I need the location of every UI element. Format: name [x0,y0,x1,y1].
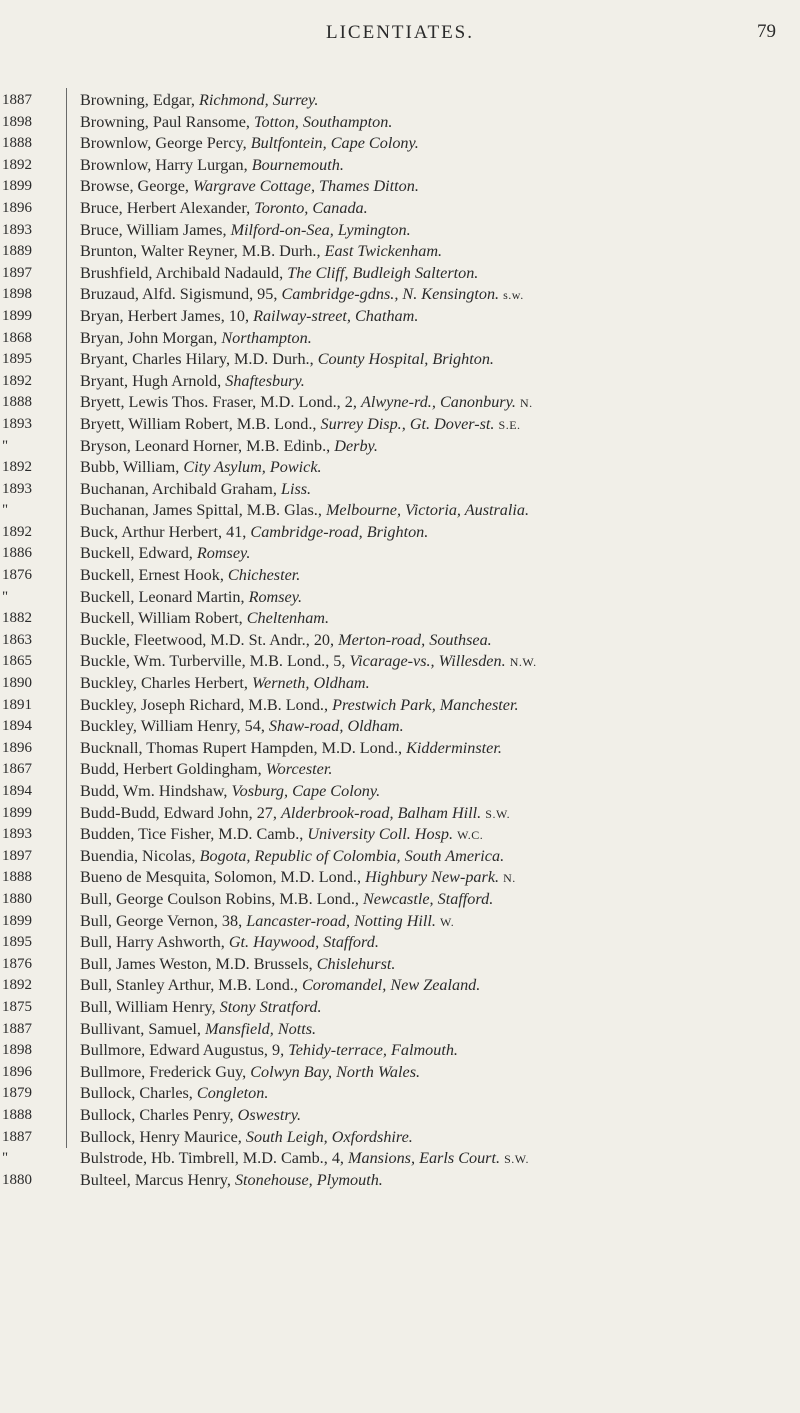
entry-year: 1897 [2,264,32,281]
entry-address: South Leigh, Oxfordshire. [245,1127,413,1146]
entry-row [80,651,792,673]
entry-list [80,90,792,1191]
entry-name: Buckell, Edward, [80,544,193,563]
entry-name: Bull, Stanley Arthur, M.B. Lond., [80,976,298,995]
entry-year: 1895 [2,351,32,368]
year-column [0,90,60,1191]
entry-name: Buck, Arthur Herbert, 41, [80,522,247,541]
entry-year: 1893 [2,415,32,432]
entry-year: " [2,588,9,605]
entry-row [80,241,792,263]
entry-row [80,587,792,609]
entry-row [80,414,792,436]
entry-address: Shaw-road, Oldham. [268,717,404,736]
entry-name: Bull, George Vernon, 38, [80,911,243,930]
entry-address: Chichester. [227,566,301,585]
entry-address: Prestwich Park, Manchester. [332,695,519,714]
entry-row [80,759,792,781]
entry-address: Romsey. [248,587,303,606]
page-number: 79 [757,21,776,42]
entry-year: 1880 [2,890,32,907]
entry-year: 1898 [2,286,32,303]
entry-row [80,824,792,846]
entry-year: " [2,1150,9,1167]
entry-address: Stonehouse, Plymouth. [234,1170,383,1189]
entry-year: 1887 [2,92,32,108]
entry-name: Browning, Edgar, [80,91,195,109]
entry-address: University Coll. Hosp. [307,825,454,844]
entry-district: S.E. [498,417,521,432]
entry-year: 1889 [2,243,32,260]
entry-address: Alwyne-rd., Canonbury. [360,393,516,412]
entry-name: Buckle, Wm. Turberville, M.B. Lond., 5, [80,652,346,671]
entry-year: 1893 [2,480,32,497]
entry-year: 1896 [2,199,32,216]
entry-year: " [2,502,9,519]
entry-address: Coromandel, New Zealand. [301,976,481,995]
entry-address: Cheltenham. [246,609,330,628]
entry-name: Bullock, Henry Maurice, [80,1127,242,1146]
entry-address: Melbourne, Victoria, Australia. [325,501,530,520]
entry-name: Bryson, Leonard Horner, M.B. Edinb., [80,436,331,455]
entry-row [80,284,792,306]
entry-name: Bullmore, Frederick Guy, [80,1062,247,1081]
entry-year: 1892 [2,372,32,389]
entry-address: Railway-street, Chatham. [253,306,419,325]
entry-row [80,889,792,911]
entry-year: 1888 [2,394,32,411]
column-rule [66,88,67,1148]
entry-year: 1865 [2,653,32,670]
entry-year: 1868 [2,329,32,346]
entry-name: Bulteel, Marcus Henry, [80,1170,231,1189]
entry-address: City Asylum, Powick. [183,458,322,477]
entry-year: 1892 [2,156,32,173]
page-title: LICENTIATES. [325,22,474,43]
entry-year: 1898 [2,1042,32,1059]
entry-name: Bucknall, Thomas Rupert Hampden, M.D. Lond., [80,738,403,757]
entry-name: Brunton, Walter Reyner, M.B. Durh., [80,242,321,261]
entry-row [80,565,792,587]
entry-address: Oswestry. [237,1105,302,1124]
entry-year: 1888 [2,1106,32,1123]
entry-district: S.W. [504,1152,529,1167]
entry-year: 1896 [2,1063,32,1080]
entry-name: Budd-Budd, Edward John, 27, [80,803,277,822]
entry-row [80,1019,792,1041]
entry-name: Buchanan, James Spittal, M.B. Glas., [80,501,322,520]
entry-name: Browse, George, [80,177,189,196]
entry-name: Buckell, William Robert, [80,609,243,628]
entry-row [80,695,792,717]
entry-address: Milford-on-Sea, Lymington. [230,220,411,239]
entry-year: 1891 [2,696,32,713]
entry-year: 1887 [2,1020,32,1037]
entry-address: Cambridge-road, Brighton. [250,522,429,541]
entry-name: Bullivant, Samuel, [80,1019,201,1038]
entry-row [80,392,792,414]
entry-row [80,328,792,350]
entry-row [80,1040,792,1062]
entry-year: 1888 [2,869,32,886]
entry-year: 1893 [2,826,32,843]
entry-row [80,954,792,976]
entry-year: 1899 [2,178,32,195]
entry-district: N. [519,396,533,411]
entry-row [80,803,792,825]
entry-row [80,436,792,458]
entry-address: Romsey. [196,544,251,563]
entry-name: Budd, Wm. Hindshaw, [80,782,228,800]
entry-row [80,457,792,479]
entry-address: Toronto, Canada. [254,198,368,217]
entry-year: 1896 [2,739,32,756]
entry-name: Buckell, Leonard Martin, [80,587,245,606]
entry-address: Richmond, Surrey. [198,91,319,109]
entry-row [80,1083,792,1105]
entry-address: Colwyn Bay, North Wales. [250,1062,421,1081]
entry-address: Northampton. [221,328,312,347]
entry-address: Surrey Disp., Gt. Dover-st. [320,414,495,433]
entry-year: 1876 [2,567,32,584]
entry-year: 1894 [2,783,32,799]
entry-name: Bryett, William Robert, M.B. Lond., [80,414,317,433]
entry-row [80,1148,792,1170]
entry-name: Brownlow, Harry Lurgan, [80,155,248,174]
entry-year: 1895 [2,934,32,951]
entry-year: 1880 [2,1171,32,1188]
entry-district: W. [440,914,455,929]
entry-name: Browning, Paul Ransome, [80,112,250,131]
entry-name: Bryan, Herbert James, 10, [80,306,250,325]
entry-row [80,846,792,868]
entry-address: Lancaster-road, Notting Hill. [246,911,436,930]
entry-address: Bultfontein, Cape Colony. [250,134,419,153]
entry-row [80,155,792,177]
entry-row [80,1105,792,1127]
entry-year: 1899 [2,307,32,324]
entry-name: Buckley, William Henry, 54, [80,717,265,736]
entry-row [80,932,792,954]
entry-year: " [2,437,9,454]
entry-name: Bullock, Charles, [80,1084,193,1103]
entry-row [80,198,792,220]
entry-row [80,997,792,1019]
entry-name: Bull, James Weston, M.D. Brussels, [80,954,313,973]
entry-address: Mansfield, Notts. [205,1019,317,1038]
entry-name: Bryan, John Morgan, [80,328,218,347]
entry-year: 1893 [2,221,32,238]
entry-year: 1867 [2,761,32,778]
entry-year: 1894 [2,718,32,735]
entry-address: Chislehurst. [316,954,396,973]
entry-address: Worcester. [265,760,333,779]
entry-year: 1887 [2,1128,32,1145]
entry-address: Totton, Southampton. [254,112,393,131]
entry-district: W.C. [457,828,484,843]
entry-row [80,90,792,112]
entry-year: 1863 [2,631,32,648]
entry-address: Congleton. [196,1084,269,1103]
entry-row [80,1127,792,1149]
entry-year: 1892 [2,977,32,994]
entry-year: 1886 [2,545,32,562]
entry-row [80,738,792,760]
entry-address: Merton-road, Southsea. [338,630,492,649]
entry-name: Brushfield, Archibald Nadauld, [80,263,284,282]
entry-year: 1898 [2,113,32,130]
entry-row [80,781,792,803]
entry-name: Bruzaud, Alfd. Sigismund, 95, [80,285,278,304]
entry-row [80,911,792,933]
entry-address: Cambridge-gdns., N. Kensington. [281,285,500,304]
entry-name: Bull, Harry Ashworth, [80,933,225,952]
entry-name: Bryant, Hugh Arnold, [80,371,222,390]
entry-address: Gt. Haywood, Stafford. [228,933,379,952]
entry-name: Buckley, Joseph Richard, M.B. Lond., [80,695,329,714]
entry-name: Bruce, William James, [80,220,227,239]
entry-address: Alderbrook-road, Balham Hill. [280,803,482,822]
entry-row [80,543,792,565]
entry-name: Bryett, Lewis Thos. Fraser, M.D. Lond., 2, [80,393,357,412]
entry-district: N. [503,871,516,886]
entry-district: s.w. [503,288,524,303]
entry-row [80,975,792,997]
entry-name: Bruce, Herbert Alexander, [80,198,251,217]
entry-name: Bull, William Henry, [80,997,216,1016]
entry-district: S.W. [485,806,511,821]
entry-address: Bogota, Republic of Colombia, South America. [199,846,505,865]
entry-row [80,1062,792,1084]
entry-row [80,867,792,889]
entry-name: Buckle, Fleetwood, M.D. St. Andr., 20, [80,630,335,649]
entry-address: Wargrave Cottage, Thames Ditton. [193,177,419,196]
entry-year: 1892 [2,459,32,476]
entry-year: 1892 [2,523,32,540]
entry-address: East Twickenham. [324,242,443,261]
entry-district: N.W. [509,655,537,670]
entry-name: Bullock, Charles Penry, [80,1105,234,1124]
entry-row [80,673,792,695]
entry-year: 1890 [2,675,32,692]
entry-row [80,716,792,738]
entry-row [80,349,792,371]
entry-address: Liss. [280,479,312,498]
entry-name: Buendia, Nicolas, [80,846,196,865]
entry-row [80,220,792,242]
entry-name: Bulstrode, Hb. Timbrell, M.D. Camb., 4, [80,1149,344,1168]
entry-name: Bryant, Charles Hilary, M.D. Durh., [80,350,314,369]
entry-row [80,263,792,285]
entry-row [80,500,792,522]
entry-name: Bueno de Mesquita, Solomon, M.D. Lond., [80,868,362,887]
entry-year: 1888 [2,135,32,152]
entry-row [80,371,792,393]
entry-address: County Hospital, Brighton. [317,350,494,369]
entry-address: Werneth, Oldham. [252,674,370,693]
entry-name: Bubb, William, [80,458,180,477]
entry-name: Buchanan, Archibald Graham, [80,479,277,498]
entry-row [80,1170,792,1192]
entry-name: Bull, George Coulson Robins, M.B. Lond., [80,889,359,908]
entry-year: 1876 [2,955,32,972]
entry-name: Budd, Herbert Goldingham, [80,760,262,779]
entry-year: 1899 [2,804,32,821]
entry-row [80,479,792,501]
entry-name: Buckley, Charles Herbert, [80,674,248,693]
entry-year: 1899 [2,912,32,929]
entry-name: Bullmore, Edward Augustus, 9, [80,1041,285,1060]
entry-address: Highbury New-park. [365,868,500,887]
entry-name: Budden, Tice Fisher, M.D. Camb., [80,825,304,844]
entry-row [80,306,792,328]
entry-address: Vosburg, Cape Colony. [231,782,381,800]
entry-name: Brownlow, George Percy, [80,134,247,153]
entry-row [80,630,792,652]
entry-year: 1879 [2,1085,32,1102]
entry-row [80,112,792,134]
entry-year: 1897 [2,847,32,864]
entry-address: Vicarage-vs., Willesden. [349,652,506,671]
entry-address: Derby. [334,436,378,455]
entry-address: Tehidy-terrace, Falmouth. [288,1041,458,1060]
entry-address: Newcastle, Stafford. [363,889,494,908]
entry-row [80,176,792,198]
entry-year: 1875 [2,998,32,1015]
entry-year: 1882 [2,610,32,627]
entry-address: Shaftesbury. [225,371,305,390]
entry-row [80,522,792,544]
entry-row [80,133,792,155]
entry-name: Buckell, Ernest Hook, [80,566,224,585]
entry-address: Stony Stratford. [219,997,322,1016]
entry-address: Mansions, Earls Court. [348,1149,501,1168]
entry-address: Kidderminster. [406,738,502,757]
entry-address: Bournemouth. [251,155,344,174]
entry-address: The Cliff, Budleigh Salterton. [287,263,479,282]
entry-row [80,608,792,630]
